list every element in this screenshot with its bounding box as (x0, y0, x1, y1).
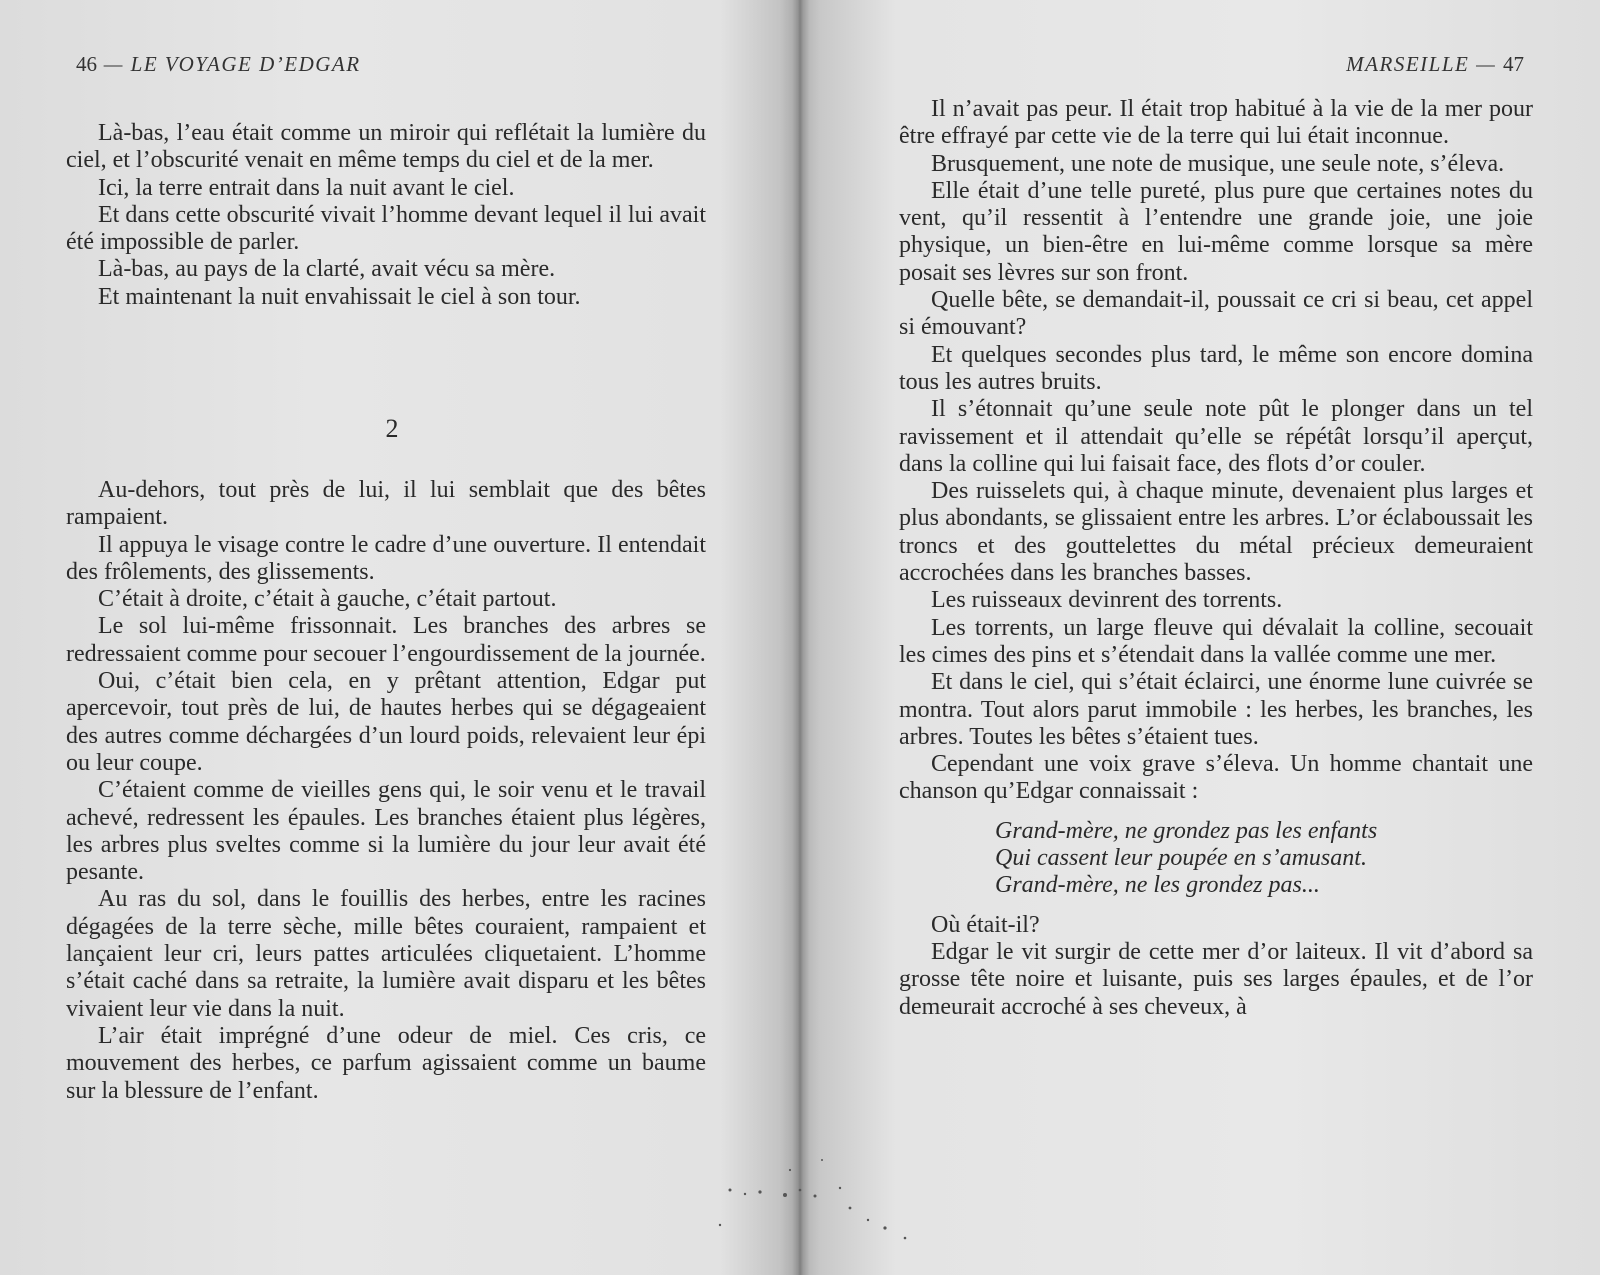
verse-line: Qui cassent leur poupée en s’amusant. (995, 845, 1367, 872)
paragraph: Où était-il? (931, 911, 1040, 938)
paragraph: Les ruisseaux devinrent des torrents. (931, 587, 1283, 614)
paragraph: C’était à droite, c’était à gauche, c’était partout. (98, 586, 557, 613)
paragraph: Au ras du sol, dans le fouillis des herbes, entre les racines dégagées de la terre sèche, mille bêtes couraient, rampaient et lançaient leur cri, leurs pattes articulées cliquetaient. L’homme s’était caché dans sa retraite, la lumière avait disparu et les bêtes vivaient leur vie dans la nuit. (66, 886, 706, 1022)
paragraph: Il appuya le visage contre le cadre d’une ouverture. Il entendait des frôlements, des glissements. (66, 531, 706, 585)
paragraph: Au-dehors, tout près de lui, il lui semblait que des bêtes rampaient. (66, 477, 706, 531)
ink-specks (690, 1150, 950, 1270)
paragraph: Et quelques secondes plus tard, le même son encore domina tous les autres bruits. (899, 341, 1533, 395)
left-top-text (66, 120, 706, 311)
left-running-head (76, 52, 361, 77)
paragraph: Quelle bête, se demandait-il, poussait ce cri si beau, cet appel si émouvant? (899, 287, 1533, 341)
song-verse (995, 818, 1533, 900)
paragraph: L’air était imprégné d’une odeur de miel. Ces cris, ce mouvement des herbes, ce parfum agissaient comme un baume sur la blessure de l’enfant. (66, 1022, 706, 1104)
right-running-head (1346, 52, 1524, 77)
paragraph: Elle était d’une telle pureté, plus pure que certaines notes du vent, qu’il ressentit à l’entendre une grande joie, une joie physique, un bien-être en lui-même comme lorsque sa mère posait ses lèvres sur son front. (899, 177, 1533, 286)
paragraph: Là-bas, au pays de la clarté, avait vécu sa mère. (98, 256, 556, 283)
paragraph: Le sol lui-même frissonnait. Les branches des arbres se redressaient comme pour secouer l’engourdissement de la journée. (66, 613, 706, 667)
paragraph: Il s’étonnait qu’une seule note pût le plonger dans un tel ravissement et il attendait qu’elle se répétât lorsqu’il aperçut, dans la colline qui lui faisait face, des flots d’or couler. (899, 396, 1533, 477)
right-running-title: MARSEILLE — (1346, 52, 1497, 76)
paragraph: Brusquement, une note de musique, une seule note, s’éleva. (931, 150, 1505, 177)
paragraph: Edgar le vit surgir de cette mer d’or laiteux. Il vit d’abord sa grosse tête noire et luisante, puis ses larges épaules, et de l’or demeurait accroché à ses cheveux, à (899, 938, 1533, 1020)
verse-line: Grand-mère, ne grondez pas les enfants (995, 817, 1378, 844)
verse-line: Grand-mère, ne les grondez pas... (995, 872, 1320, 899)
paragraph: Et dans le ciel, qui s’était éclairci, une énorme lune cuivrée se montra. Tout alors parut immobile : les herbes, les branches, les arbres. Toutes les bêtes s’étaient tues. (899, 669, 1533, 750)
left-running-title: — LE VOYAGE D’EDGAR (103, 52, 361, 76)
paragraph: Et maintenant la nuit envahissait le ciel à son tour. (98, 283, 581, 310)
right-page-text (899, 96, 1533, 1021)
right-page-number: 47 (1503, 52, 1524, 76)
paragraph: Des ruisselets qui, à chaque minute, devenaient plus larges et plus abondants, se glissaient entre les arbres. L’or éclaboussait les troncs et des gouttelettes du métal précieux demeuraient accrochées dans les branches basses. (899, 478, 1533, 587)
paragraph: Il n’avait pas peur. Il était trop habitué à la vie de la mer pour être effrayé par cette vie de la terre qui lui était inconnue. (899, 96, 1533, 150)
paragraph: C’étaient comme de vieilles gens qui, le soir venu et le travail achevé, redressent les épaules. Les branches étaient plus légères, les arbres plus sveltes comme si la lumière du jour leur avait été pesante. (66, 777, 706, 886)
paragraph: Cependant une voix grave s’éleva. Un homme chantait une chanson qu’Edgar connaissait : (899, 751, 1533, 805)
chapter-number: 2 (385, 414, 399, 443)
paragraph: Et dans cette obscurité vivait l’homme devant lequel il lui avait été impossible de parler. (66, 201, 706, 256)
paragraph: Oui, c’était bien cela, en y prêtant attention, Edgar put apercevoir, tout près de lui, de hautes herbes qui se dégageaient des autres comme déchargées d’un lourd poids, relevaient leur épi ou leur coupe. (66, 668, 706, 776)
paragraph: Ici, la terre entrait dans la nuit avant le ciel. (98, 174, 515, 201)
left-page-number: 46 (76, 52, 97, 76)
paragraph: Là-bas, l’eau était comme un miroir qui reflétait la lumière du ciel, et l’obscurité venait en même temps du ciel et de la mer. (66, 120, 706, 174)
left-chapter-text (66, 477, 706, 1105)
paragraph: Les torrents, un large fleuve qui dévalait la colline, secouait les cimes des pins et s’étendait dans la vallée comme une mer. (899, 614, 1533, 668)
